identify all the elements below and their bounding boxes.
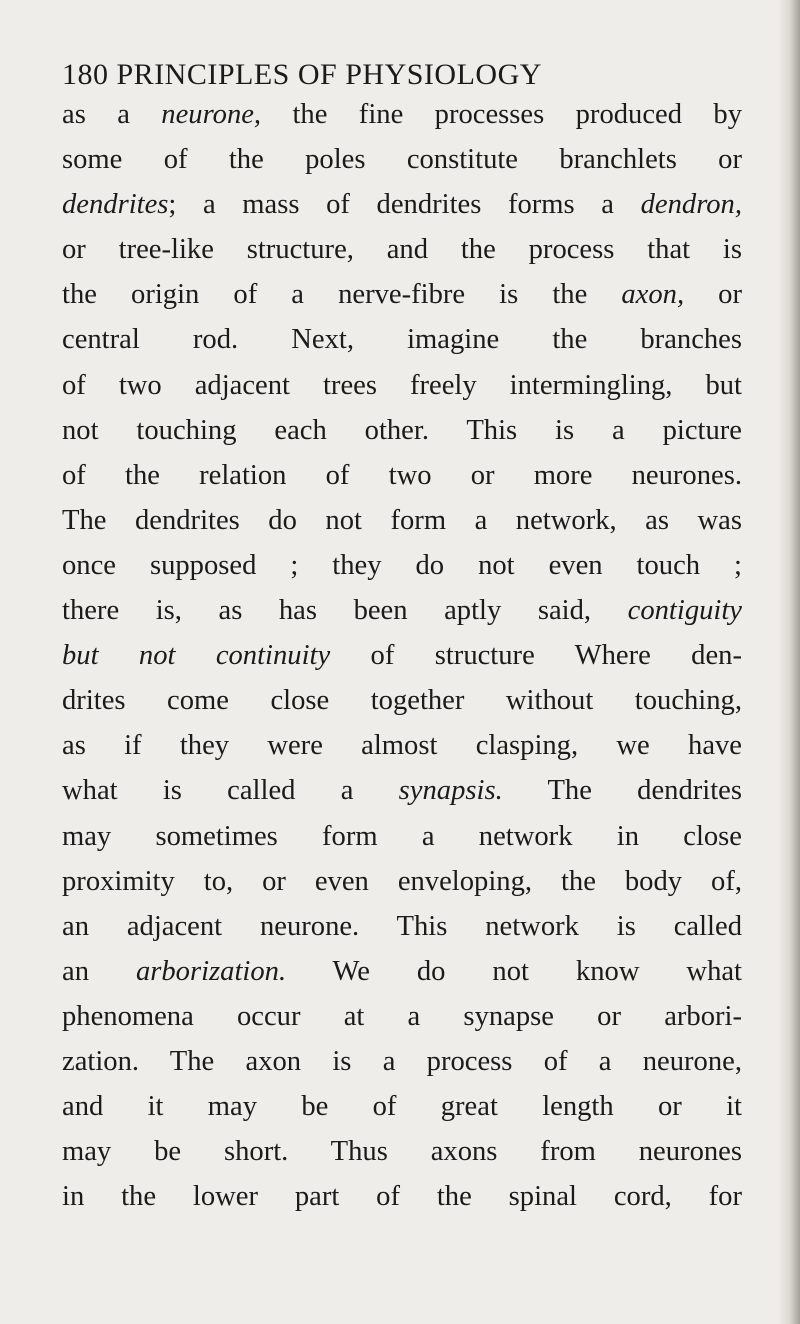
text-segment: once supposed ; they do not even touch ;: [62, 549, 742, 581]
text-line: [62, 272, 742, 317]
text-segment: as a: [62, 99, 162, 130]
body-text: [62, 92, 742, 1219]
text-segment: of structure Where den-: [330, 640, 742, 672]
text-line: [62, 859, 742, 904]
text-line: [62, 543, 742, 588]
italic-term: dendrites: [62, 189, 169, 221]
page-edge-shadow: [778, 0, 800, 1324]
text-line: [62, 949, 742, 994]
text-segment: as if they were almost clasping, we have: [62, 730, 742, 762]
text-segment: or: [684, 279, 742, 311]
text-segment: The dendrites do not form a network, as was: [62, 504, 742, 536]
text-line: [62, 453, 742, 498]
text-segment: and it may be of great length or it: [62, 1091, 742, 1123]
text-line: [62, 227, 742, 272]
text-line: [62, 182, 742, 227]
text-segment: may be short. Thus axons from neurones: [62, 1136, 742, 1168]
text-segment: in the lower part of the spinal cord, for: [62, 1181, 742, 1213]
text-segment: what is called a: [62, 775, 399, 807]
text-line: [62, 92, 742, 137]
text-segment: or tree-like structure, and the process that is: [62, 234, 742, 266]
text-line: [62, 814, 742, 859]
text-line: [62, 1129, 742, 1174]
text-line: [62, 994, 742, 1039]
text-segment: ; a mass of dendrites forms a: [168, 189, 641, 221]
running-header: [62, 58, 542, 92]
text-segment: some of the poles constitute branchlets or: [62, 144, 742, 176]
italic-term: but not continuity: [62, 640, 331, 672]
text-line: [62, 768, 742, 813]
text-line: [62, 137, 742, 182]
text-segment: of the relation of two or more neurones.: [62, 459, 742, 491]
text-line: [62, 408, 742, 453]
italic-term: synapsis.: [398, 775, 503, 807]
italic-term: contiguity: [627, 595, 742, 627]
text-segment: The dendrites: [502, 775, 742, 807]
text-segment: zation. The axon is a process of a neurone,: [62, 1045, 742, 1077]
text-segment: there is, as has been aptly said,: [62, 595, 628, 627]
text-line: [62, 1039, 742, 1084]
text-segment: of two adjacent trees freely intermingling, but: [62, 369, 742, 401]
text-segment: may sometimes form a network in close: [62, 820, 742, 852]
text-segment: the fine processes produced by: [261, 99, 742, 130]
running-title: PRINCIPLES OF PHYSIOLOGY: [116, 58, 542, 91]
text-segment: an: [62, 955, 136, 987]
text-segment: an adjacent neurone. This network is called: [62, 910, 742, 942]
text-line: [62, 678, 742, 723]
text-segment: central rod. Next, imagine the branches: [62, 324, 742, 356]
text-segment: drites come close together without touching,: [62, 685, 742, 717]
text-line: [62, 633, 742, 678]
text-segment: not touching each other. This is a picture: [62, 414, 742, 446]
italic-term: dendron,: [640, 189, 742, 221]
italic-term: neurone,: [161, 99, 262, 130]
text-segment: We do not know what: [286, 955, 743, 987]
text-line: [62, 588, 742, 633]
text-segment: proximity to, or even enveloping, the body of,: [62, 865, 742, 897]
text-line: [62, 1174, 742, 1219]
text-line: [62, 317, 742, 362]
text-line: [62, 904, 742, 949]
text-line: [62, 1084, 742, 1129]
text-segment: the origin of a nerve-fibre is the: [62, 279, 622, 311]
text-line: [62, 363, 742, 408]
text-segment: phenomena occur at a synapse or arbori-: [62, 1000, 742, 1032]
page-number: 180: [62, 58, 109, 91]
italic-term: axon,: [621, 279, 685, 311]
text-line: [62, 723, 742, 768]
italic-term: arborization.: [135, 955, 287, 987]
text-line: [62, 498, 742, 543]
